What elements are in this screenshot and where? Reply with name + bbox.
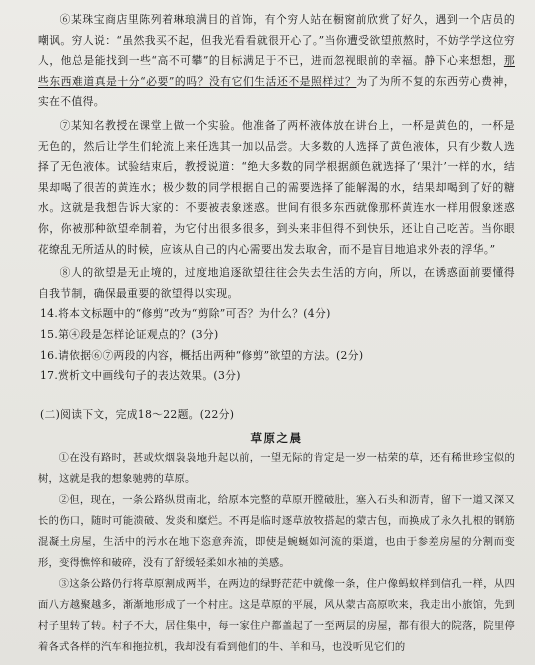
passage2-paragraph-3: ③这条公路仍行将草原割成两半，在两边的绿野茫茫中就像一条，住户像蚂蚁样到信孔一样，从四面八方越聚越多，渐渐地形成了一个村庄。这是草原的平展，风从蒙古高原吹来，我走出小旅馆，先到村子里转了转。村子不大，居住集中，每一家住户都盖起了一至两层的房屋，都有很大的院落，院里停着各式各样的汽车和拖拉机，我却没有看到他们的牛、羊和马，也没听见它们的 [38, 577, 515, 653]
passage2-paragraph-2: ②但，现在，一条公路纵贯南北，给原本完整的草原开膛破肚，塞入石头和沥青，留下一道又深又长的伤口，随时可能溃破、发炎和糜烂。不再是临时逐草放牧搭起的蒙古包，而换成了永久扎根的钢筋混凝土房屋，生活中的污水在地下恣意奔流，即使是蜿蜒如河流的渠道，也由于参差房屋的分割而变形，变得憔悴和破碎，没有了舒缓轻柔如水袖的美感。 [38, 493, 515, 569]
underlined-sentence: 那些东西难道真是十分“必要”的吗？没有它们生活还不是照样过？ [38, 54, 515, 88]
question-17: 17.赏析文中画线句子的表达效果。(3分) [40, 369, 241, 383]
question-14: 14.将本文标题中的“修剪”改为“剪除”可否？为什么？(4分) [40, 307, 331, 321]
passage2-paragraph-1: ①在没有路时，甚或炊烟袅袅地升起以前，一望无际的肯定是一岁一枯荣的草，还有稀世珍宝似的树，这就是我的想象驰骋的草原。 [38, 451, 515, 485]
question-list [38, 304, 515, 386]
question-15: 15.第④段是怎样论证观点的？(3分) [40, 327, 219, 341]
section-heading: (二)阅读下文，完成18～22题。(22分) [40, 407, 235, 421]
paragraph-8: ⑧人的欲望是无止境的，过度地追逐欲望往往会失去生活的方向，所以，在诱惑面前要懂得自我节制，确保最重要的欲望得以实现。 [38, 266, 515, 300]
passage-title: 草原之晨 [250, 430, 303, 445]
paragraph-7: ⑦某知名教授在课堂上做一个实验。他准备了两杯液体放在讲台上，一杯是黄色的，一杯是无色的，然后让学生们轮流上来任选其一加以品尝。大多数的人选择了黄色液体，只有少数人选择了无色液体。试验结束后，教授说道：“绝大多数的同学根据颜色就选择了‘果汁’一样的水，结果却喝了很苦的黄连水；极少数的同学根据自己的需要选择了能解渴的水，结果却喝到了好的糖水。这就是我想告诉大家的：不要被表象迷惑。世间有很多东西就像那杯黄连水一样用假象迷惑你，你被那种欲望牵制着，为它付出很多很多，到头来非但得不到快乐，还让自己吃苦。当你眼花缭乱无所适从的时候，应该从自己的内心需要出发去取舍，而不是盲目地追求外表的浮华。” [38, 118, 515, 256]
question-16: 16.请依据⑥⑦两段的内容，概括出两种“修剪”欲望的方法。(2分) [40, 348, 364, 362]
paragraph-6 [38, 10, 515, 113]
paragraph-6-text-end: 为了为所不复的东西劳心费神，实在不值得。 [38, 74, 515, 109]
paragraph-6-text: ⑥某珠宝商店里陈列着琳琅满目的首饰，有个穷人站在橱窗前欣赏了好久，遇到一个店员的嘲讽。穷人说：“虽然我买不起，但我光看看就很开心了。”当你遭受欲望煎熬时，不妨学学这位穷人，他总是能找到一些“高不可攀”的目标满足于不已，进而忽视眼前的幸福。静下心来想想， [38, 13, 515, 68]
